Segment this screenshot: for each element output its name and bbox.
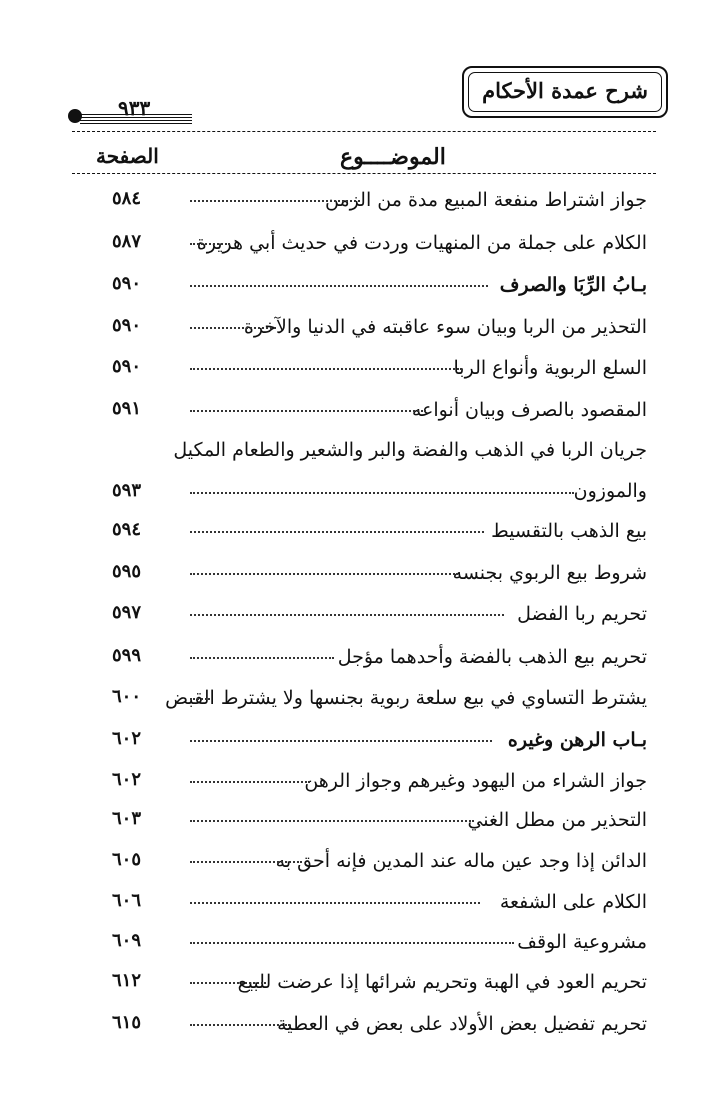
leader-dots [190,492,574,496]
heading-divider [72,173,656,174]
leader-dots [190,942,514,946]
leader-dots [190,740,492,744]
entry-page: ٦١٢ [112,970,142,991]
entry-topic: جواز اشتراط منفعة المبيع مدة من الزمن [325,189,647,211]
entry-topic: تحريم ربا الفضل [517,603,647,625]
entry-topic: بيع الذهب بالتقسيط [491,520,647,542]
header-divider [72,131,656,132]
leader-dots [190,902,480,906]
entry-page: ٥٩٠ [112,273,142,294]
entry-page: ٥٩١ [112,398,142,419]
entry-topic: شروط بيع الربوي بجنسه [452,562,647,584]
header-rule [80,114,192,118]
leader-dots [190,285,488,289]
entry-topic: التحذير من الربا وبيان سوء عاقبته في الدنيا والآخرة [243,316,647,338]
entry-page: ٥٩٠ [112,315,142,336]
page-number: ٩٣٣ [118,96,151,120]
leader-dots [190,614,504,618]
entry-page: ٦٠٦ [112,890,142,911]
entry-topic: يشترط التساوي في بيع سلعة ربوية بجنسها ولا يشترط القبض [165,687,647,709]
entry-page: ٥٩٩ [112,645,142,666]
leader-dots [190,327,276,331]
book-title: شرح عمدة الأحكام [482,78,648,103]
leader-dots [190,657,334,661]
entry-page: ٥٩٥ [112,561,142,582]
entry-page: ٦٠٠ [112,686,142,707]
entry-topic: بـاب الرهن وغيره [507,729,647,751]
leader-dots [190,820,474,824]
entry-page: ٥٨٤ [112,188,142,209]
leader-dots [190,368,462,372]
column-heading-page: الصفحة [96,144,159,168]
entry-topic: الدائن إذا وجد عين ماله عند المدين فإنه أحق به [275,850,647,872]
entry-topic: الكلام على جملة من المنهيات وردت في حديث أبي هريرة [196,232,647,254]
leader-dots [190,1024,290,1028]
leader-dots [190,982,266,986]
column-heading-topic: الموضــــوع [340,144,446,170]
leader-dots [190,531,484,535]
entry-page: ٦٠٢ [112,769,142,790]
entry-topic: تحريم بيع الذهب بالفضة وأحدهما مؤجل [337,646,647,668]
header-rule-lower [80,120,192,124]
entry-topic: تحريم تفضيل بعض الأولاد على بعض في العطية [277,1013,647,1035]
entry-topic: بـابُ الرِّبَا والصرف [499,274,647,296]
entry-topic: تحريم العود في الهبة وتحريم شرائها إذا عرضت للبيع [237,971,647,993]
entry-page: ٥٩٣ [112,480,142,501]
entry-topic: المقصود بالصرف وبيان أنواعه [411,399,647,421]
entry-topic: السلع الربوية وأنواع الربا [453,357,647,379]
leader-dots [190,698,210,702]
leader-dots [190,861,302,865]
leader-dots [190,243,230,247]
entry-topic: مشروعية الوقف [517,931,647,953]
leader-dots [190,781,310,785]
entry-page: ٦٠٥ [112,849,142,870]
entry-page: ٦١٥ [112,1012,142,1033]
entry-topic: التحذير من مطل الغني [467,809,647,831]
entry-page: ٦٠٢ [112,728,142,749]
entry-page: ٥٨٧ [112,231,142,252]
entry-topic-continued: والموزون [573,480,647,502]
leader-dots [190,410,426,414]
entry-topic: جواز الشراء من اليهود وغيرهم وجواز الرهن [304,770,647,792]
leader-dots [190,573,458,577]
entry-page: ٦٠٩ [112,930,142,951]
entry-page: ٥٩٠ [112,356,142,377]
leader-dots [190,200,360,204]
book-title-frame [462,66,668,118]
entry-topic: جريان الربا في الذهب والفضة والبر والشعير والطعام المكيل [173,439,647,461]
entry-topic: الكلام على الشفعة [499,891,647,913]
entry-page: ٦٠٣ [112,808,142,829]
entry-page: ٥٩٧ [112,602,142,623]
entry-page: ٥٩٤ [112,519,142,540]
